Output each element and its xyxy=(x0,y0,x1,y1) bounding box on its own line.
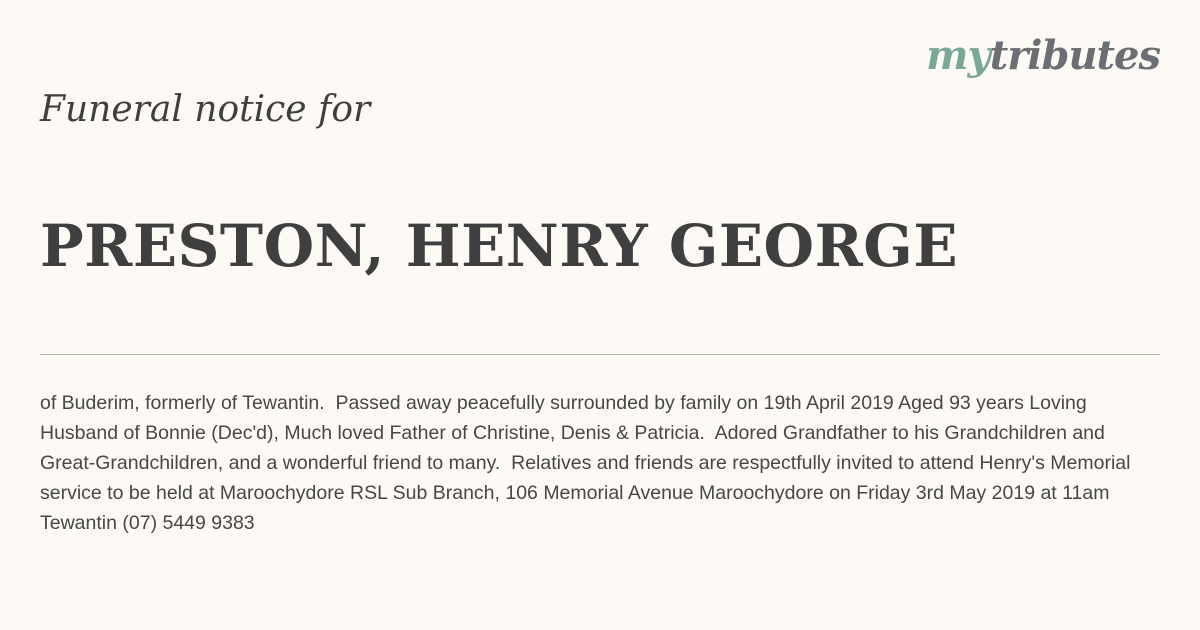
notice-heading: Funeral notice for xyxy=(40,89,371,130)
notice-body: of Buderim, formerly of Tewantin. Passed away peacefully surrounded by family on 19th April 2019 Aged 93 years Loving Husband of Bonnie (Dec'd), Much loved Father of Christine, Denis & Patricia. Adored Grandfather to his Grandchildren and Great-Grandchildren, and a wonderful friend to many. Relatives and friends are respectfully invited to attend Henry's Memorial service to be held at Maroochydore RSL Sub Branch, 106 Memorial Avenue Maroochydore on Friday 3rd May 2019 at 11am Tewantin (07) 5449 9383 xyxy=(40,392,1136,534)
mytributes-logo xyxy=(926,32,1160,79)
divider xyxy=(40,354,1160,355)
logo-tributes-text: tributes xyxy=(989,32,1160,79)
deceased-name: PRESTON, HENRY GEORGE xyxy=(40,212,959,280)
logo-my-text: my xyxy=(926,32,990,79)
